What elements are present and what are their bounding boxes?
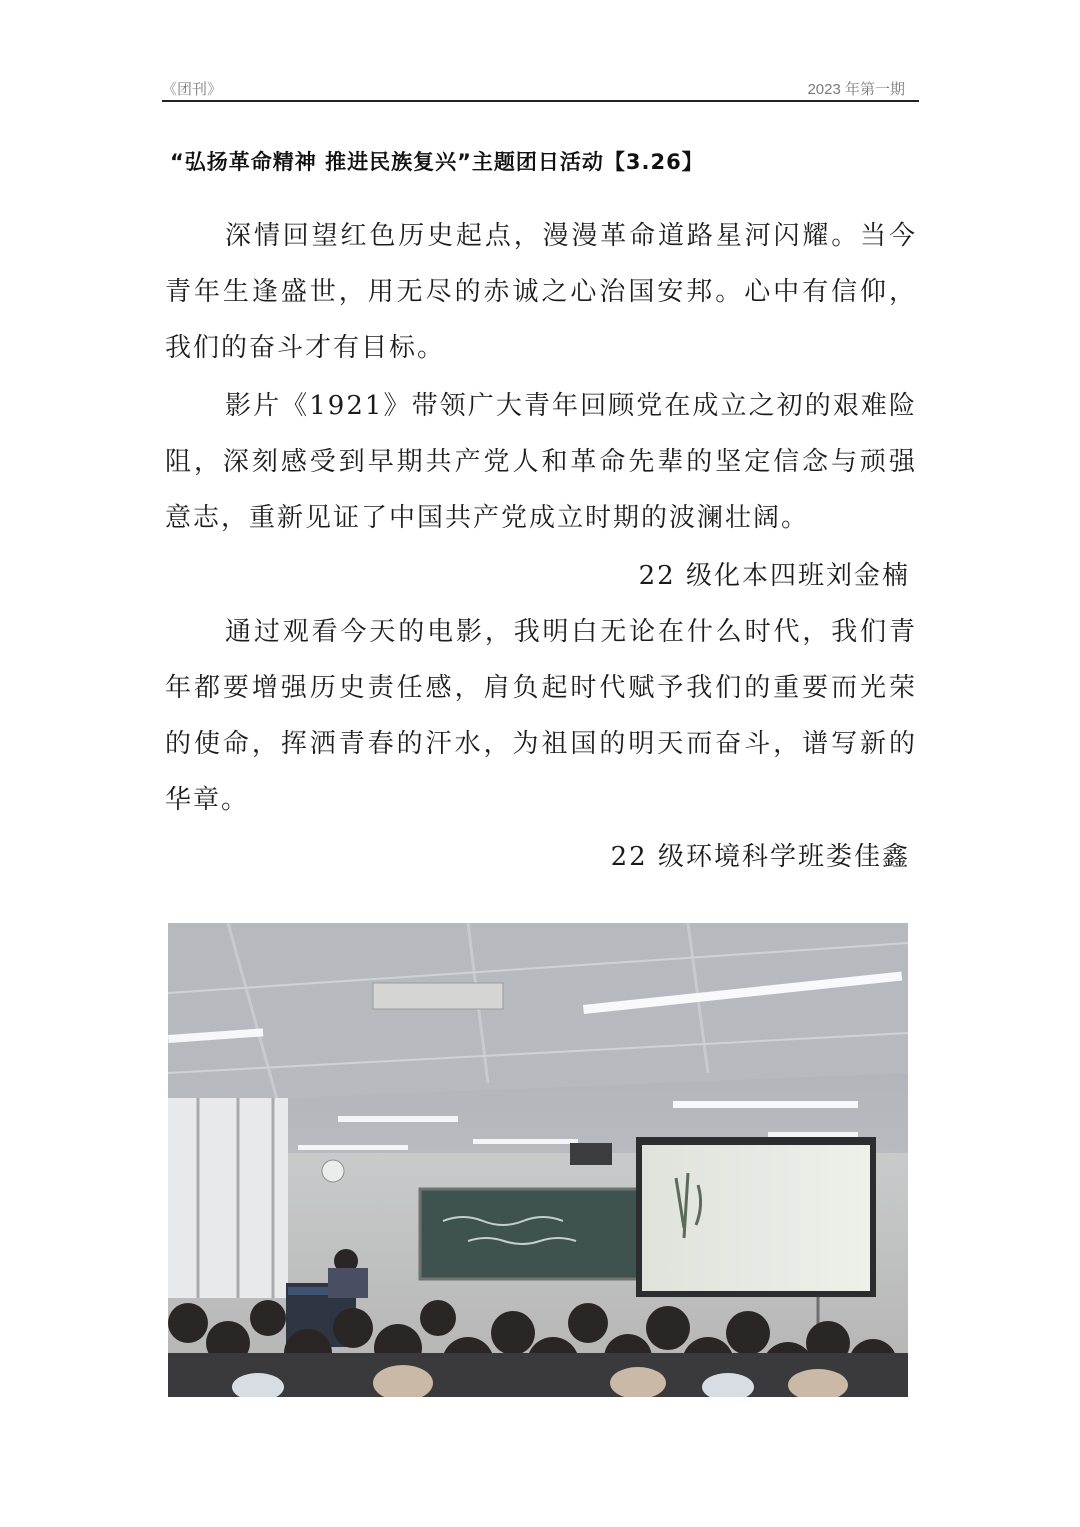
signature-1: 22 级化本四班刘金楠 <box>638 561 910 591</box>
page-header <box>162 76 919 102</box>
signature-2: 22 级环境科学班娄佳鑫 <box>610 842 910 872</box>
issue-label: 2023 年第一期 <box>807 81 905 98</box>
paragraph-2: 影片《1921》带领广大青年回顾党在成立之初的艰难险阻，深刻感受到早期共产党人和革命先辈的坚定信念与顽强意志，重新见证了中国共产党成立时期的波澜壮阔。 <box>165 391 917 533</box>
article-title: “弘扬革命精神 推进民族复兴”主题团日活动【3.26】 <box>170 150 704 174</box>
paragraph-1: 深情回望红色历史起点，漫漫革命道路星河闪耀。当今青年生逢盛世，用无尽的赤诚之心治国安邦。心中有信仰，我们的奋斗才有目标。 <box>165 221 917 363</box>
paragraph-3: 通过观看今天的电影，我明白无论在什么时代，我们青年都要增强历史责任感，肩负起时代赋予我们的重要而光荣的使命，挥洒青春的汗水，为祖国的明天而奋斗，谱写新的华章。 <box>165 617 917 815</box>
classroom-photo <box>168 923 908 1397</box>
journal-name: 《团刊》 <box>162 81 223 98</box>
